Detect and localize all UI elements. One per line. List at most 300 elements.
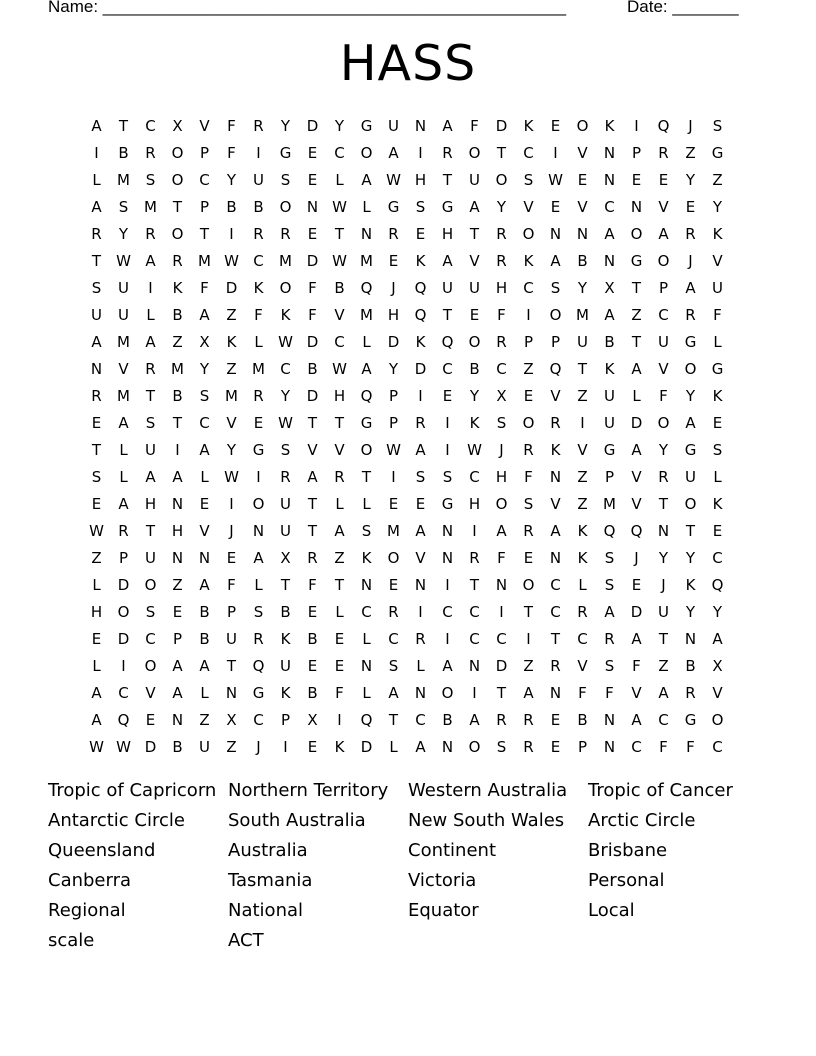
grid-letter: T xyxy=(145,386,156,405)
grid-letter: O xyxy=(468,737,481,756)
grid-letter: R xyxy=(415,413,426,432)
grid-letter: L xyxy=(335,170,344,189)
grid-letter: I xyxy=(121,656,126,675)
grid-letter: U xyxy=(604,413,615,432)
grid-letter: E xyxy=(334,629,345,648)
grid-letter: S xyxy=(388,656,399,675)
grid-letter: P xyxy=(577,737,588,756)
grid-letter: L xyxy=(362,629,371,648)
grid-letter: A xyxy=(172,683,183,702)
grid-letter: N xyxy=(360,224,373,243)
grid-letter: N xyxy=(414,683,427,702)
grid-letter: R xyxy=(253,116,264,135)
grid-letter: R xyxy=(550,656,561,675)
grid-letter: A xyxy=(631,629,642,648)
grid-letter: W xyxy=(332,197,347,216)
grid-letter: H xyxy=(414,170,427,189)
grid-letter: S xyxy=(523,170,534,189)
grid-letter: I xyxy=(418,143,423,162)
grid-letter: C xyxy=(604,197,615,216)
grid-letter: V xyxy=(334,440,345,459)
grid-letter: U xyxy=(658,332,669,351)
grid-letter: A xyxy=(523,683,534,702)
grid-letter: R xyxy=(577,602,588,621)
grid-letter: E xyxy=(469,305,480,324)
grid-letter: B xyxy=(469,359,480,378)
grid-letter: G xyxy=(711,359,724,378)
grid-letter: N xyxy=(603,737,616,756)
grid-letter: R xyxy=(334,467,345,486)
grid-letter: O xyxy=(684,359,697,378)
grid-letter: C xyxy=(199,170,210,189)
word-list-item: Local xyxy=(588,900,635,921)
grid-letter: T xyxy=(334,413,345,432)
grid-letter: C xyxy=(334,332,345,351)
grid-letter: S xyxy=(604,656,615,675)
grid-letter: O xyxy=(279,278,292,297)
grid-letter: L xyxy=(362,332,371,351)
grid-letter: V xyxy=(118,359,129,378)
grid-letter: L xyxy=(200,467,209,486)
grid-letter: Z xyxy=(334,548,345,567)
grid-letter: U xyxy=(145,440,156,459)
grid-letter: Y xyxy=(280,116,291,135)
grid-letter: R xyxy=(253,386,264,405)
grid-letter: A xyxy=(604,305,615,324)
grid-letter: L xyxy=(362,197,371,216)
grid-letter: K xyxy=(523,251,534,270)
grid-letter: A xyxy=(91,116,102,135)
grid-letter: B xyxy=(172,737,183,756)
grid-letter: E xyxy=(388,575,399,594)
grid-letter: T xyxy=(550,629,561,648)
grid-letter: C xyxy=(118,683,129,702)
grid-letter: I xyxy=(445,575,450,594)
grid-letter: Y xyxy=(280,386,291,405)
grid-letter: A xyxy=(469,197,480,216)
grid-letter: S xyxy=(253,602,264,621)
grid-letter: A xyxy=(91,683,102,702)
word-list-item: Victoria xyxy=(408,870,477,891)
grid-letter: L xyxy=(146,305,155,324)
grid-letter: K xyxy=(361,548,372,567)
grid-letter: T xyxy=(91,440,102,459)
grid-letter: D xyxy=(306,116,319,135)
grid-letter: R xyxy=(388,224,399,243)
grid-letter: R xyxy=(496,710,507,729)
grid-letter: F xyxy=(578,683,587,702)
grid-letter: Y xyxy=(685,386,696,405)
grid-letter: A xyxy=(496,521,507,540)
grid-row xyxy=(83,463,731,490)
grid-letter: N xyxy=(576,224,589,243)
grid-letter: E xyxy=(415,224,426,243)
header xyxy=(48,0,748,21)
grid-letter: V xyxy=(469,251,480,270)
grid-letter: C xyxy=(496,359,507,378)
grid-letter: T xyxy=(118,116,129,135)
grid-letter: S xyxy=(712,116,723,135)
grid-letter: B xyxy=(307,359,318,378)
grid-letter: A xyxy=(631,710,642,729)
grid-letter: U xyxy=(280,656,291,675)
grid-letter: Y xyxy=(388,359,399,378)
grid-letter: Y xyxy=(226,440,237,459)
grid-letter: S xyxy=(550,278,561,297)
grid-letter: Z xyxy=(577,494,588,513)
grid-letter: L xyxy=(389,737,398,756)
grid-letter: R xyxy=(685,224,696,243)
grid-letter: W xyxy=(386,170,401,189)
grid-letter: L xyxy=(713,332,722,351)
grid-letter: K xyxy=(334,737,345,756)
grid-letter: T xyxy=(172,413,183,432)
grid-letter: I xyxy=(418,602,423,621)
word-list-item: New South Wales xyxy=(408,810,565,831)
grid-letter: A xyxy=(712,629,723,648)
grid-letter: F xyxy=(659,386,668,405)
word-list-item: Queensland xyxy=(48,840,156,861)
grid-letter: S xyxy=(496,413,507,432)
grid-letter: A xyxy=(334,521,345,540)
grid-letter: T xyxy=(577,359,588,378)
grid-row xyxy=(83,517,731,544)
grid-letter: U xyxy=(469,170,480,189)
grid-letter: E xyxy=(307,656,318,675)
grid-letter: A xyxy=(361,170,372,189)
grid-letter: A xyxy=(145,467,156,486)
grid-letter: L xyxy=(362,494,371,513)
grid-letter: A xyxy=(442,116,453,135)
grid-letter: N xyxy=(630,197,643,216)
grid-letter: S xyxy=(145,602,156,621)
grid-letter: N xyxy=(252,521,265,540)
grid-letter: A xyxy=(415,440,426,459)
grid-row xyxy=(83,733,731,760)
grid-letter: A xyxy=(415,521,426,540)
grid-letter: U xyxy=(145,548,156,567)
grid-letter: W xyxy=(278,413,293,432)
grid-letter: T xyxy=(307,521,318,540)
grid-letter: K xyxy=(226,332,237,351)
grid-letter: R xyxy=(523,710,534,729)
grid-letter: Q xyxy=(603,521,616,540)
grid-letter: A xyxy=(172,656,183,675)
grid-letter: F xyxy=(308,305,317,324)
grid-letter: C xyxy=(658,305,669,324)
grid-letter: L xyxy=(254,332,263,351)
grid-letter: A xyxy=(658,224,669,243)
grid-letter: A xyxy=(442,251,453,270)
grid-letter: T xyxy=(199,224,210,243)
grid-letter: Q xyxy=(252,656,265,675)
grid-letter: Z xyxy=(577,386,588,405)
grid-letter: R xyxy=(280,467,291,486)
word-list-item: Australia xyxy=(228,840,308,861)
grid-letter: T xyxy=(442,305,453,324)
grid-letter: G xyxy=(360,116,373,135)
grid-letter: X xyxy=(199,332,210,351)
grid-letter: I xyxy=(499,602,504,621)
grid-letter: O xyxy=(657,413,670,432)
grid-letter: O xyxy=(144,656,157,675)
grid-letter: I xyxy=(445,440,450,459)
grid-letter: Q xyxy=(549,359,562,378)
grid-letter: V xyxy=(631,494,642,513)
grid-letter: L xyxy=(200,683,209,702)
grid-letter: L xyxy=(92,575,101,594)
grid-letter: R xyxy=(496,332,507,351)
grid-letter: E xyxy=(307,224,318,243)
grid-letter: E xyxy=(550,737,561,756)
grid-letter: F xyxy=(659,737,668,756)
grid-letter: H xyxy=(333,386,346,405)
grid-letter: W xyxy=(332,251,347,270)
grid-letter: E xyxy=(307,170,318,189)
grid-letter: L xyxy=(632,386,641,405)
grid-row xyxy=(83,139,731,166)
grid-letter: N xyxy=(549,224,562,243)
grid-letter: F xyxy=(605,683,614,702)
grid-letter: E xyxy=(415,494,426,513)
grid-letter: U xyxy=(280,494,291,513)
grid-letter: F xyxy=(200,278,209,297)
grid-letter: S xyxy=(496,737,507,756)
grid-letter: F xyxy=(497,305,506,324)
grid-letter: O xyxy=(468,332,481,351)
grid-letter: R xyxy=(685,305,696,324)
grid-letter: M xyxy=(603,494,616,513)
grid-letter: T xyxy=(361,467,372,486)
grid-letter: E xyxy=(199,494,210,513)
grid-letter: B xyxy=(604,332,615,351)
grid-letter: O xyxy=(171,143,184,162)
grid-letter: U xyxy=(685,467,696,486)
grid-letter: S xyxy=(361,521,372,540)
grid-letter: W xyxy=(89,521,104,540)
grid-letter: P xyxy=(172,629,183,648)
grid-letter: L xyxy=(254,575,263,594)
grid-letter: L xyxy=(92,656,101,675)
grid-letter: A xyxy=(631,359,642,378)
grid-letter: K xyxy=(172,278,183,297)
grid-row xyxy=(83,355,731,382)
grid-letter: B xyxy=(685,656,696,675)
grid-letter: V xyxy=(307,440,318,459)
grid-letter: C xyxy=(442,359,453,378)
grid-letter: K xyxy=(604,116,615,135)
grid-letter: N xyxy=(603,170,616,189)
grid-letter: T xyxy=(442,170,453,189)
grid-letter: A xyxy=(658,683,669,702)
grid-letter: A xyxy=(199,575,210,594)
grid-letter: N xyxy=(360,575,373,594)
word-list-item: Personal xyxy=(588,870,665,891)
grid-letter: C xyxy=(361,602,372,621)
grid-letter: I xyxy=(634,116,639,135)
grid-letter: N xyxy=(549,467,562,486)
word-list-item: Brisbane xyxy=(588,840,668,861)
grid-letter: H xyxy=(441,224,454,243)
grid-letter: B xyxy=(307,629,318,648)
word-list-item: Northern Territory xyxy=(228,780,389,801)
grid-letter: Z xyxy=(226,305,237,324)
grid-letter: U xyxy=(253,170,264,189)
grid-letter: R xyxy=(145,143,156,162)
grid-letter: X xyxy=(712,656,723,675)
date-field-label: Date: _______ xyxy=(627,0,739,16)
grid-row xyxy=(83,571,731,598)
grid-letter: B xyxy=(334,278,345,297)
grid-letter: Q xyxy=(117,710,130,729)
grid-letter: I xyxy=(553,143,558,162)
word-list-item: Continent xyxy=(408,840,496,861)
grid-letter: R xyxy=(496,251,507,270)
grid-row xyxy=(83,436,731,463)
grid-letter: T xyxy=(334,575,345,594)
grid-letter: Q xyxy=(360,710,373,729)
grid-letter: B xyxy=(307,683,318,702)
grid-letter: F xyxy=(686,737,695,756)
grid-letter: N xyxy=(306,197,319,216)
grid-letter: U xyxy=(658,602,669,621)
grid-letter: T xyxy=(280,575,291,594)
grid-letter: E xyxy=(631,170,642,189)
word-list-item: ACT xyxy=(228,930,264,951)
grid-letter: N xyxy=(603,710,616,729)
grid-letter: Y xyxy=(685,170,696,189)
grid-letter: O xyxy=(171,170,184,189)
grid-letter: V xyxy=(712,683,723,702)
grid-letter: G xyxy=(252,440,265,459)
grid-letter: L xyxy=(119,440,128,459)
grid-letter: G xyxy=(684,440,697,459)
grid-letter: D xyxy=(117,629,130,648)
grid-letter: O xyxy=(549,305,562,324)
grid-letter: R xyxy=(415,629,426,648)
grid-letter: F xyxy=(713,305,722,324)
grid-letter: L xyxy=(119,467,128,486)
grid-letter: T xyxy=(91,251,102,270)
word-list-item: Arctic Circle xyxy=(588,810,696,831)
grid-letter: V xyxy=(658,197,669,216)
grid-letter: E xyxy=(91,629,102,648)
word-list-item: Antarctic Circle xyxy=(48,810,185,831)
grid-letter: O xyxy=(117,602,130,621)
grid-letter: Z xyxy=(226,359,237,378)
grid-letter: P xyxy=(523,332,534,351)
grid-letter: J xyxy=(661,575,666,594)
grid-letter: J xyxy=(391,278,396,297)
grid-letter: U xyxy=(469,278,480,297)
grid-letter: A xyxy=(199,305,210,324)
grid-letter: V xyxy=(199,521,210,540)
grid-letter: K xyxy=(712,224,723,243)
grid-letter: O xyxy=(360,440,373,459)
grid-letter: Q xyxy=(711,575,724,594)
grid-letter: Z xyxy=(172,332,183,351)
grid-letter: A xyxy=(415,737,426,756)
grid-letter: S xyxy=(523,494,534,513)
grid-letter: T xyxy=(145,521,156,540)
grid-letter: P xyxy=(199,143,210,162)
grid-letter: F xyxy=(227,143,236,162)
grid-letter: B xyxy=(199,629,210,648)
grid-letter: Y xyxy=(577,278,588,297)
grid-letter: U xyxy=(604,386,615,405)
grid-letter: K xyxy=(469,413,480,432)
grid-letter: I xyxy=(472,683,477,702)
grid-letter: C xyxy=(712,737,723,756)
grid-letter: I xyxy=(526,629,531,648)
grid-letter: E xyxy=(631,575,642,594)
grid-letter: J xyxy=(634,548,639,567)
grid-letter: D xyxy=(630,602,643,621)
grid-letter: O xyxy=(252,494,265,513)
grid-letter: D xyxy=(495,656,508,675)
grid-letter: Y xyxy=(118,224,129,243)
grid-letter: U xyxy=(199,737,210,756)
grid-letter: L xyxy=(92,170,101,189)
grid-letter: E xyxy=(307,737,318,756)
grid-letter: Y xyxy=(658,548,669,567)
grid-letter: A xyxy=(469,710,480,729)
grid-letter: S xyxy=(91,467,102,486)
grid-letter: N xyxy=(171,548,184,567)
grid-letter: I xyxy=(337,710,342,729)
grid-row xyxy=(83,220,731,247)
grid-letter: A xyxy=(91,332,102,351)
grid-letter: C xyxy=(334,143,345,162)
grid-letter: H xyxy=(495,278,508,297)
grid-letter: X xyxy=(172,116,183,135)
grid-letter: M xyxy=(576,305,589,324)
grid-letter: Z xyxy=(658,656,669,675)
grid-letter: I xyxy=(256,467,261,486)
grid-letter: O xyxy=(468,143,481,162)
grid-letter: D xyxy=(225,278,238,297)
grid-letter: I xyxy=(580,413,585,432)
grid-letter: F xyxy=(227,116,236,135)
grid-letter: O xyxy=(576,116,589,135)
grid-letter: E xyxy=(523,548,534,567)
grid-letter: T xyxy=(658,494,669,513)
grid-letter: C xyxy=(253,251,264,270)
grid-letter: S xyxy=(604,548,615,567)
grid-letter: S xyxy=(145,413,156,432)
grid-letter: N xyxy=(441,737,454,756)
grid-letter: N xyxy=(657,521,670,540)
grid-row xyxy=(83,409,731,436)
grid-letter: U xyxy=(442,278,453,297)
grid-letter: K xyxy=(280,305,291,324)
grid-letter: V xyxy=(523,197,534,216)
grid-letter: H xyxy=(468,494,481,513)
grid-letter: P xyxy=(550,332,561,351)
grid-letter: Y xyxy=(685,548,696,567)
grid-letter: T xyxy=(496,143,507,162)
grid-letter: Y xyxy=(469,386,480,405)
grid-letter: H xyxy=(90,602,103,621)
grid-letter: K xyxy=(523,116,534,135)
grid-letter: A xyxy=(199,440,210,459)
grid-letter: C xyxy=(550,602,561,621)
grid-letter: N xyxy=(603,143,616,162)
grid-letter: V xyxy=(199,116,210,135)
grid-letter: B xyxy=(577,710,588,729)
grid-letter: E xyxy=(226,548,237,567)
grid-letter: C xyxy=(496,629,507,648)
